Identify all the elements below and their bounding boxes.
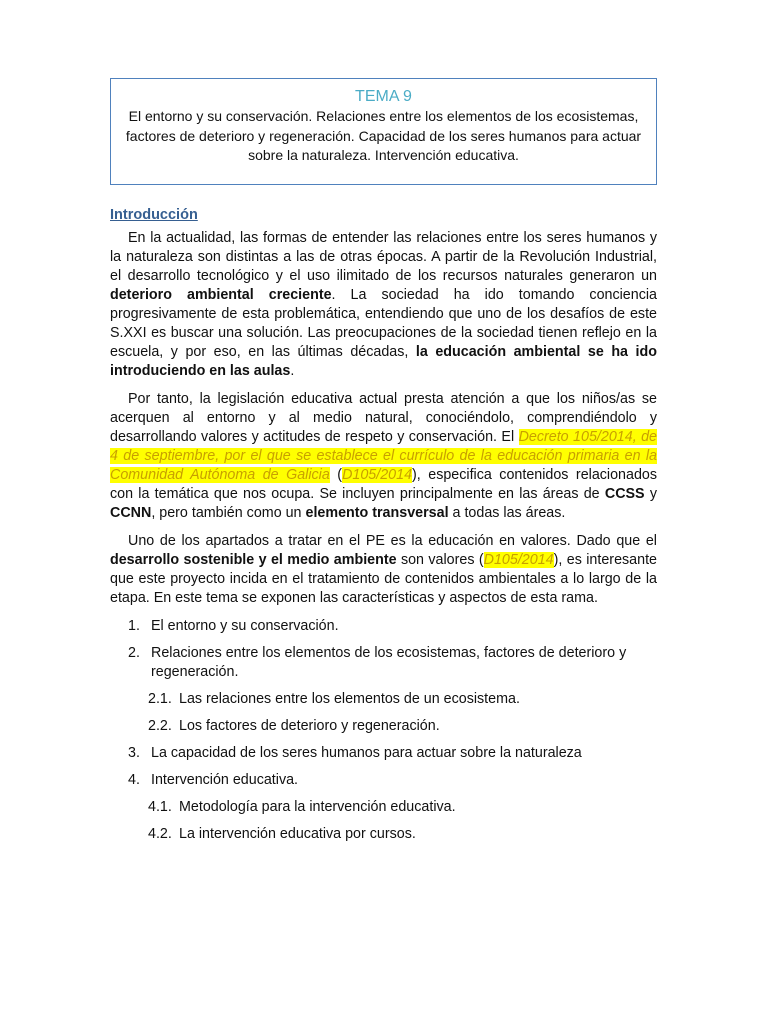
list-number: 2.2.: [148, 718, 172, 734]
highlighted-reference: Decreto 105/2014, de 4 de septiembre, por el que se establece el currículo de la educación primaria en la Comunidad Autónoma de Galicia: [110, 429, 657, 483]
bold-run: CCSS: [604, 486, 645, 502]
list-item: [110, 744, 657, 763]
text-run: ), es interesante que este proyecto incida en el tratamiento de contenidos ambientales a lo largo de la etapa. En este tema se exponen las características y aspectos de esta rama.: [110, 552, 657, 606]
list-item: [110, 644, 657, 682]
list-text: Las relaciones entre los elementos de un ecosistema.: [179, 691, 520, 707]
list-text: Los factores de deterioro y regeneración.: [179, 718, 440, 734]
list-number: 4.1.: [148, 799, 172, 815]
text-run: y: [644, 486, 657, 502]
text-run: son valores (: [396, 552, 484, 568]
list-number: 2.1.: [148, 691, 172, 707]
list-number: 1.: [128, 618, 140, 634]
text-run: .: [290, 363, 295, 379]
outline-list: [110, 617, 657, 844]
list-item: [110, 717, 657, 736]
title-box: [110, 78, 657, 185]
list-number: 4.2.: [148, 826, 172, 842]
list-item: [110, 825, 657, 844]
list-number: 3.: [128, 745, 140, 761]
list-text: El entorno y su conservación.: [151, 618, 339, 634]
text-run: . La sociedad ha ido tomando conciencia progresivamente de esta problemática, entendiendo que uno de los desafíos de este S.XXI es buscar una solución. Las preocupaciones de la sociedad tienen reflejo en la escuela, y por eso, en las últimas décadas,: [110, 287, 657, 360]
section-heading-introduccion: Introducción: [110, 207, 198, 223]
bold-run: deterioro ambiental creciente: [110, 287, 332, 303]
tema-title: TEMA 9: [355, 88, 412, 105]
list-number: 2.: [128, 645, 140, 661]
list-item: [110, 690, 657, 709]
paragraph-1: [110, 229, 657, 381]
paragraph-2: [110, 390, 657, 523]
text-run: Uno de los apartados a tratar en el PE es la educación en valores. Dado que el: [128, 533, 657, 549]
text-run: , pero también como un: [151, 505, 306, 521]
highlighted-reference: D105/2014: [483, 552, 554, 568]
bold-run: elemento transversal: [305, 505, 449, 521]
list-item: [110, 617, 657, 636]
text-run: (: [329, 467, 343, 483]
list-item: [110, 798, 657, 817]
list-text: La capacidad de los seres humanos para actuar sobre la naturaleza: [151, 745, 582, 761]
text-run: ), especifica contenidos relacionados con la temática que nos ocupa. Se incluyen principalmente en las áreas de: [110, 467, 658, 502]
list-item: [110, 771, 657, 790]
list-text: Metodología para la intervención educativa.: [179, 799, 456, 815]
list-text: Relaciones entre los elementos de los ecosistemas, factores de deterioro y regeneración.: [151, 645, 627, 680]
text-run: Por tanto, la legislación educativa actual presta atención a que los niños/as se acerquen al entorno y al medio natural, conociéndolo, comprendiéndolo y desarrollando valores y actitudes de respeto y conservación. El: [110, 391, 657, 445]
bold-run: desarrollo sostenible y el medio ambiente: [110, 552, 397, 568]
text-run: En la actualidad, las formas de entender las relaciones entre los seres humanos y la naturaleza son distintas a las de otras épocas. A partir de la Revolución Industrial, el desarrollo tecnológico y el uso ilimitado de los recursos naturales generaron un: [110, 230, 657, 284]
highlighted-reference: D105/2014: [342, 467, 413, 483]
paragraph-3: [110, 532, 657, 608]
tema-subtitle: El entorno y su conservación. Relaciones entre los elementos de los ecosistemas, factores de deterioro y regeneración. Capacidad de los seres humanos para actuar sobre la naturaleza. Intervención educativa.: [125, 108, 642, 163]
document-page: [110, 78, 657, 852]
list-text: Intervención educativa.: [151, 772, 299, 788]
list-text: La intervención educativa por cursos.: [179, 826, 416, 842]
text-run: a todas las áreas.: [448, 505, 566, 521]
bold-run: CCNN: [110, 505, 152, 521]
bold-run: la educación ambiental se ha ido introduciendo en las aulas: [110, 344, 657, 379]
list-number: 4.: [128, 772, 140, 788]
